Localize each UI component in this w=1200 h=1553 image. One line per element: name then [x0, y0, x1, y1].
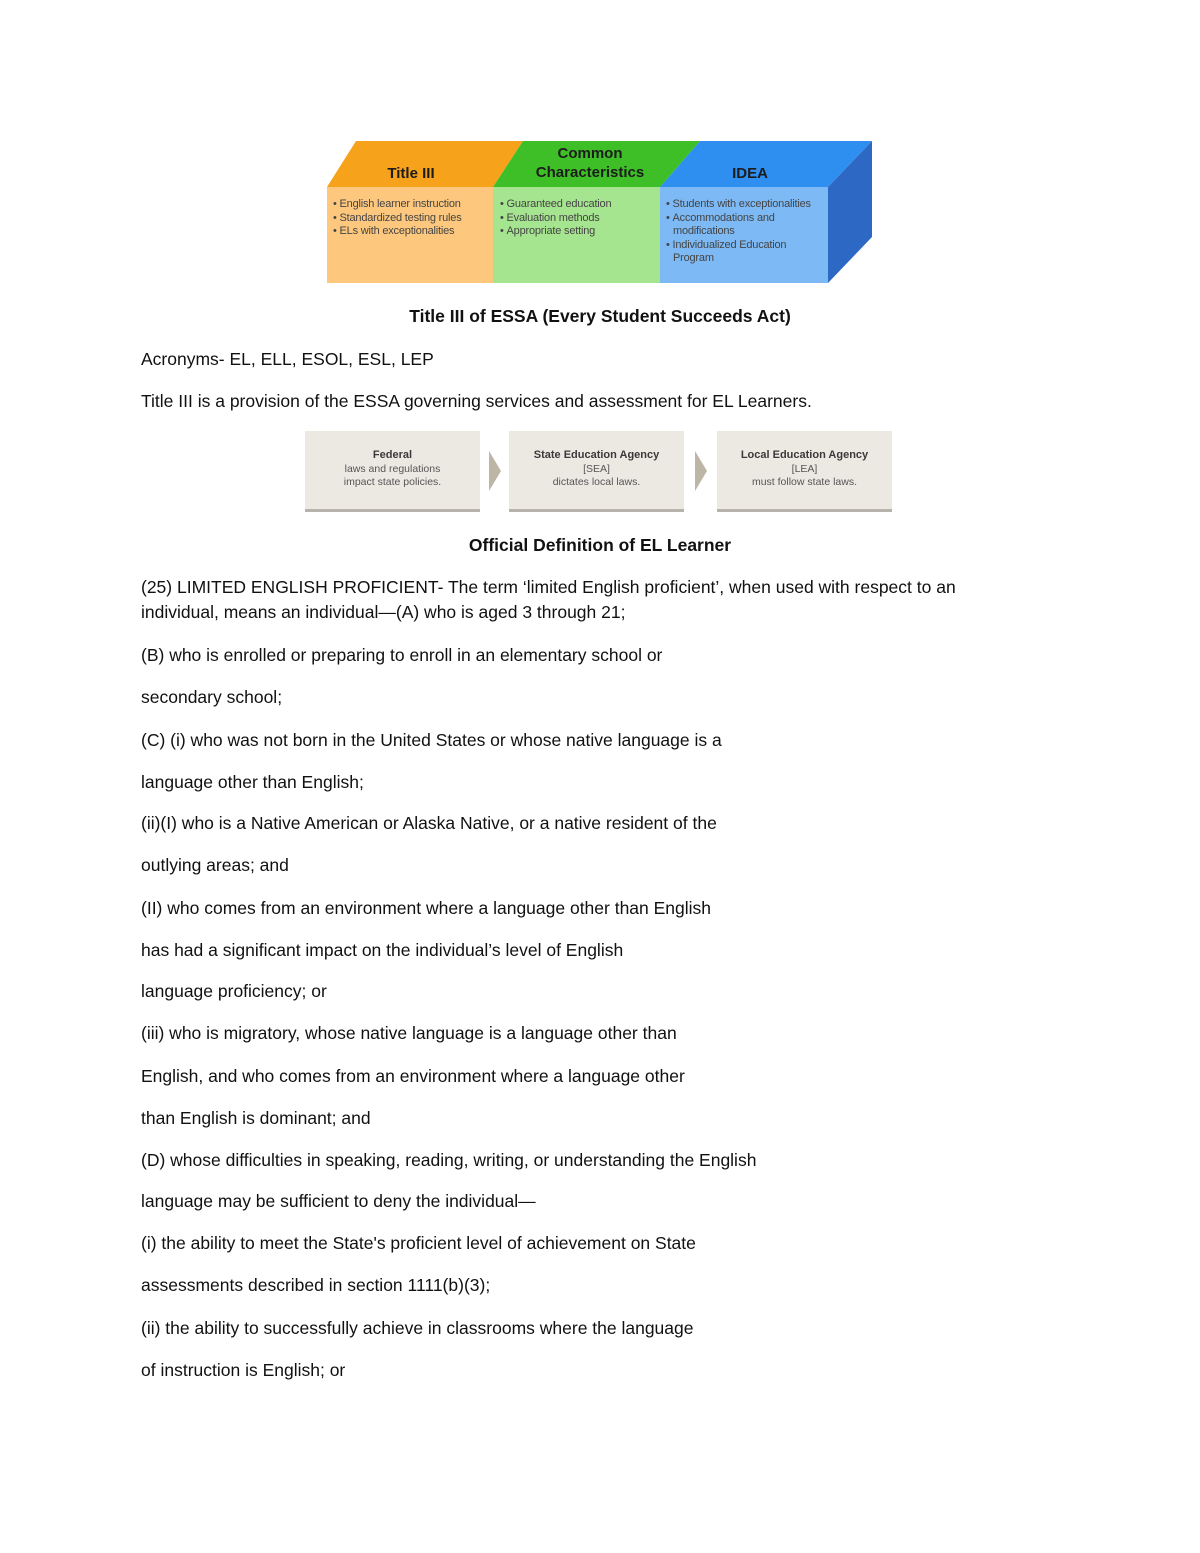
definition-line: language may be sufficient to deny the individual—	[141, 1191, 536, 1211]
flow-box-line: [LEA]	[791, 462, 818, 475]
list-item: • Guaranteed education	[500, 198, 611, 212]
list-item: • Appropriate setting	[500, 225, 611, 239]
provision-text: Title III is a provision of the ESSA governing services and assessment for EL Learners.	[141, 391, 812, 411]
definition-line: has had a significant impact on the individual’s level of English	[141, 940, 624, 960]
definition-line: (ii) the ability to successfully achieve in classrooms where the language	[141, 1318, 694, 1338]
definition-line: English, and who comes from an environment where a language other	[141, 1066, 685, 1086]
definition-line: (II) who comes from an environment where a language other than English	[141, 898, 712, 918]
definition-line: of instruction is English; or	[141, 1360, 346, 1380]
flow-box-line: dictates local laws.	[552, 476, 641, 488]
flow-box-line: must follow state laws.	[751, 476, 858, 488]
definition-line: language other than English;	[141, 772, 364, 792]
definition-line: assessments described in section 1111(b)(3);	[141, 1275, 491, 1295]
definition-line: than English is dominant; and	[141, 1108, 371, 1128]
flow-box-sea	[509, 431, 684, 512]
section-heading-definition: Official Definition of EL Learner	[468, 535, 732, 555]
flow-box-title: State Education Agency	[533, 449, 660, 461]
definition-line: (C) (i) who was not born in the United States or whose native language is a	[141, 730, 722, 750]
common-list	[500, 198, 611, 239]
list-item-continuation: Program	[673, 252, 714, 264]
list-item: • Evaluation methods	[500, 212, 611, 226]
flow-box-line: [SEA]	[583, 462, 610, 475]
section-heading-essa: Title III of ESSA (Every Student Succeeds Act)	[409, 306, 791, 326]
flow-box-title: Federal	[372, 449, 413, 461]
list-item: • Accommodations and	[666, 212, 811, 226]
list-item: • ELs with exceptionalities	[333, 225, 462, 239]
definition-line: (ii)(I) who is a Native American or Alaska Native, or a native resident of the	[141, 813, 717, 833]
chevron-right-icon	[693, 451, 709, 491]
definition-line: language proficiency; or	[141, 981, 327, 1001]
common-heading-line1: Common	[557, 145, 623, 162]
list-item: • Students with exceptionalities	[666, 198, 811, 212]
definition-line: (D) whose difficulties in speaking, reading, writing, or understanding the English	[141, 1150, 757, 1170]
definition-line: individual, means an individual—(A) who is aged 3 through 21;	[141, 602, 626, 622]
definition-line: secondary school;	[141, 687, 283, 707]
list-item: • Individualized Education	[666, 239, 811, 253]
list-item: • Standardized testing rules	[333, 212, 462, 226]
idea-list	[666, 198, 811, 266]
list-item-continuation: modifications	[673, 225, 735, 237]
flow-box-line: impact state policies.	[343, 476, 442, 488]
flow-box-title: Local Education Agency	[740, 449, 869, 461]
title-iii-heading: Title III	[387, 165, 435, 182]
definition-line: (B) who is enrolled or preparing to enroll in an elementary school or	[141, 645, 663, 665]
title-iii-list	[333, 198, 462, 239]
common-heading-line2: Characteristics	[535, 164, 645, 181]
definition-line: (25) LIMITED ENGLISH PROFICIENT- The term ‘limited English proficient’, when used with respect to an	[141, 577, 956, 597]
definition-line: (iii) who is migratory, whose native language is a language other than	[141, 1023, 677, 1043]
definition-line: outlying areas; and	[141, 855, 289, 875]
chevron-right-icon	[487, 451, 503, 491]
idea-heading: IDEA	[732, 165, 768, 182]
flow-box-line: laws and regulations	[344, 462, 441, 475]
flow-box-federal	[305, 431, 480, 512]
list-item: • English learner instruction	[333, 198, 462, 212]
flow-box-lea	[717, 431, 892, 512]
comparison-diagram	[327, 141, 872, 283]
acronyms-text: Acronyms- EL, ELL, ESOL, ESL, LEP	[141, 349, 434, 369]
definition-line: (i) the ability to meet the State's proficient level of achievement on State	[141, 1233, 696, 1253]
governance-flow-diagram	[305, 431, 895, 512]
